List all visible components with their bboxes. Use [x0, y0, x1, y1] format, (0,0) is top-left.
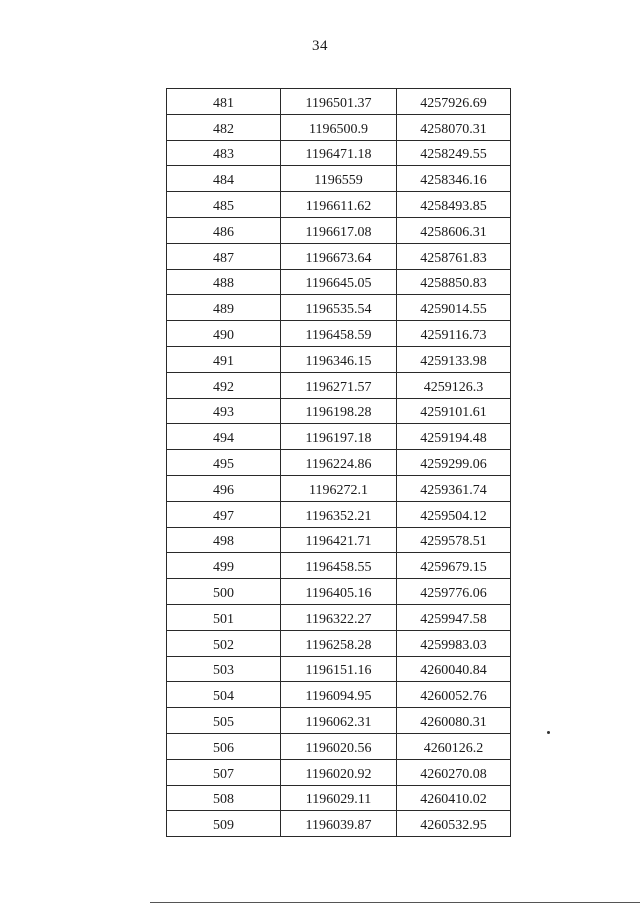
y-coordinate-cell: 4258761.83 — [397, 243, 511, 269]
point-number-cell: 482 — [167, 114, 281, 140]
table-row — [167, 527, 511, 553]
table-row — [167, 733, 511, 759]
point-number-cell: 495 — [167, 450, 281, 476]
y-coordinate-cell: 4259504.12 — [397, 501, 511, 527]
point-number-cell: 485 — [167, 192, 281, 218]
y-coordinate-cell: 4258606.31 — [397, 217, 511, 243]
table-row — [167, 321, 511, 347]
point-number-cell: 483 — [167, 140, 281, 166]
point-number-cell: 488 — [167, 269, 281, 295]
page-number: 34 — [312, 38, 328, 54]
point-number-cell: 499 — [167, 553, 281, 579]
page-bottom-edge — [150, 902, 640, 903]
x-coordinate-cell: 1196458.55 — [281, 553, 397, 579]
point-number-cell: 490 — [167, 321, 281, 347]
y-coordinate-cell: 4260052.76 — [397, 682, 511, 708]
y-coordinate-cell: 4258493.85 — [397, 192, 511, 218]
point-number-cell: 501 — [167, 604, 281, 630]
table-row — [167, 372, 511, 398]
x-coordinate-cell: 1196500.9 — [281, 114, 397, 140]
y-coordinate-cell: 4259578.51 — [397, 527, 511, 553]
point-number-cell: 484 — [167, 166, 281, 192]
point-number-cell: 504 — [167, 682, 281, 708]
point-number-cell: 493 — [167, 398, 281, 424]
x-coordinate-cell: 1196535.54 — [281, 295, 397, 321]
table-row — [167, 450, 511, 476]
x-coordinate-cell: 1196039.87 — [281, 811, 397, 837]
y-coordinate-cell: 4259679.15 — [397, 553, 511, 579]
y-coordinate-cell: 4257926.69 — [397, 89, 511, 115]
y-coordinate-cell: 4259194.48 — [397, 424, 511, 450]
x-coordinate-cell: 1196271.57 — [281, 372, 397, 398]
point-number-cell: 503 — [167, 656, 281, 682]
table-row — [167, 217, 511, 243]
table-row — [167, 785, 511, 811]
x-coordinate-cell: 1196094.95 — [281, 682, 397, 708]
x-coordinate-cell: 1196020.92 — [281, 759, 397, 785]
point-number-cell: 505 — [167, 708, 281, 734]
x-coordinate-cell: 1196645.05 — [281, 269, 397, 295]
x-coordinate-cell: 1196151.16 — [281, 656, 397, 682]
y-coordinate-cell: 4259133.98 — [397, 346, 511, 372]
y-coordinate-cell: 4260532.95 — [397, 811, 511, 837]
point-number-cell: 487 — [167, 243, 281, 269]
point-number-cell: 497 — [167, 501, 281, 527]
x-coordinate-cell: 1196559 — [281, 166, 397, 192]
y-coordinate-cell: 4259947.58 — [397, 604, 511, 630]
y-coordinate-cell: 4260270.08 — [397, 759, 511, 785]
table-row — [167, 630, 511, 656]
table-row — [167, 166, 511, 192]
x-coordinate-cell: 1196673.64 — [281, 243, 397, 269]
x-coordinate-cell: 1196611.62 — [281, 192, 397, 218]
y-coordinate-cell: 4260040.84 — [397, 656, 511, 682]
x-coordinate-cell: 1196020.56 — [281, 733, 397, 759]
table-row — [167, 604, 511, 630]
table-row — [167, 553, 511, 579]
table-row — [167, 656, 511, 682]
x-coordinate-cell: 1196258.28 — [281, 630, 397, 656]
coordinates-table — [166, 88, 511, 837]
y-coordinate-cell: 4259361.74 — [397, 475, 511, 501]
table-row — [167, 89, 511, 115]
point-number-cell: 509 — [167, 811, 281, 837]
table-row — [167, 269, 511, 295]
x-coordinate-cell: 1196617.08 — [281, 217, 397, 243]
y-coordinate-cell: 4259983.03 — [397, 630, 511, 656]
table-row — [167, 759, 511, 785]
y-coordinate-cell: 4259126.3 — [397, 372, 511, 398]
point-number-cell: 498 — [167, 527, 281, 553]
y-coordinate-cell: 4258850.83 — [397, 269, 511, 295]
table-row — [167, 579, 511, 605]
y-coordinate-cell: 4260410.02 — [397, 785, 511, 811]
point-number-cell: 506 — [167, 733, 281, 759]
point-number-cell: 481 — [167, 89, 281, 115]
scan-speck — [547, 731, 550, 734]
y-coordinate-cell: 4260080.31 — [397, 708, 511, 734]
y-coordinate-cell: 4260126.2 — [397, 733, 511, 759]
x-coordinate-cell: 1196352.21 — [281, 501, 397, 527]
x-coordinate-cell: 1196458.59 — [281, 321, 397, 347]
x-coordinate-cell: 1196405.16 — [281, 579, 397, 605]
point-number-cell: 500 — [167, 579, 281, 605]
x-coordinate-cell: 1196346.15 — [281, 346, 397, 372]
table-row — [167, 398, 511, 424]
table-row — [167, 811, 511, 837]
coordinates-table-body — [167, 89, 511, 837]
y-coordinate-cell: 4258346.16 — [397, 166, 511, 192]
table-row — [167, 192, 511, 218]
x-coordinate-cell: 1196198.28 — [281, 398, 397, 424]
table-row — [167, 114, 511, 140]
x-coordinate-cell: 1196471.18 — [281, 140, 397, 166]
table-row — [167, 682, 511, 708]
x-coordinate-cell: 1196421.71 — [281, 527, 397, 553]
point-number-cell: 507 — [167, 759, 281, 785]
point-number-cell: 489 — [167, 295, 281, 321]
table-row — [167, 295, 511, 321]
x-coordinate-cell: 1196197.18 — [281, 424, 397, 450]
x-coordinate-cell: 1196062.31 — [281, 708, 397, 734]
point-number-cell: 494 — [167, 424, 281, 450]
y-coordinate-cell: 4259776.06 — [397, 579, 511, 605]
point-number-cell: 492 — [167, 372, 281, 398]
table-row — [167, 346, 511, 372]
table-row — [167, 243, 511, 269]
point-number-cell: 496 — [167, 475, 281, 501]
y-coordinate-cell: 4259299.06 — [397, 450, 511, 476]
x-coordinate-cell: 1196224.86 — [281, 450, 397, 476]
table-row — [167, 140, 511, 166]
table-row — [167, 475, 511, 501]
x-coordinate-cell: 1196272.1 — [281, 475, 397, 501]
y-coordinate-cell: 4259116.73 — [397, 321, 511, 347]
x-coordinate-cell: 1196501.37 — [281, 89, 397, 115]
y-coordinate-cell: 4258249.55 — [397, 140, 511, 166]
table-row — [167, 424, 511, 450]
y-coordinate-cell: 4259101.61 — [397, 398, 511, 424]
x-coordinate-cell: 1196029.11 — [281, 785, 397, 811]
point-number-cell: 486 — [167, 217, 281, 243]
y-coordinate-cell: 4259014.55 — [397, 295, 511, 321]
table-row — [167, 708, 511, 734]
x-coordinate-cell: 1196322.27 — [281, 604, 397, 630]
table-row — [167, 501, 511, 527]
y-coordinate-cell: 4258070.31 — [397, 114, 511, 140]
point-number-cell: 502 — [167, 630, 281, 656]
point-number-cell: 508 — [167, 785, 281, 811]
point-number-cell: 491 — [167, 346, 281, 372]
